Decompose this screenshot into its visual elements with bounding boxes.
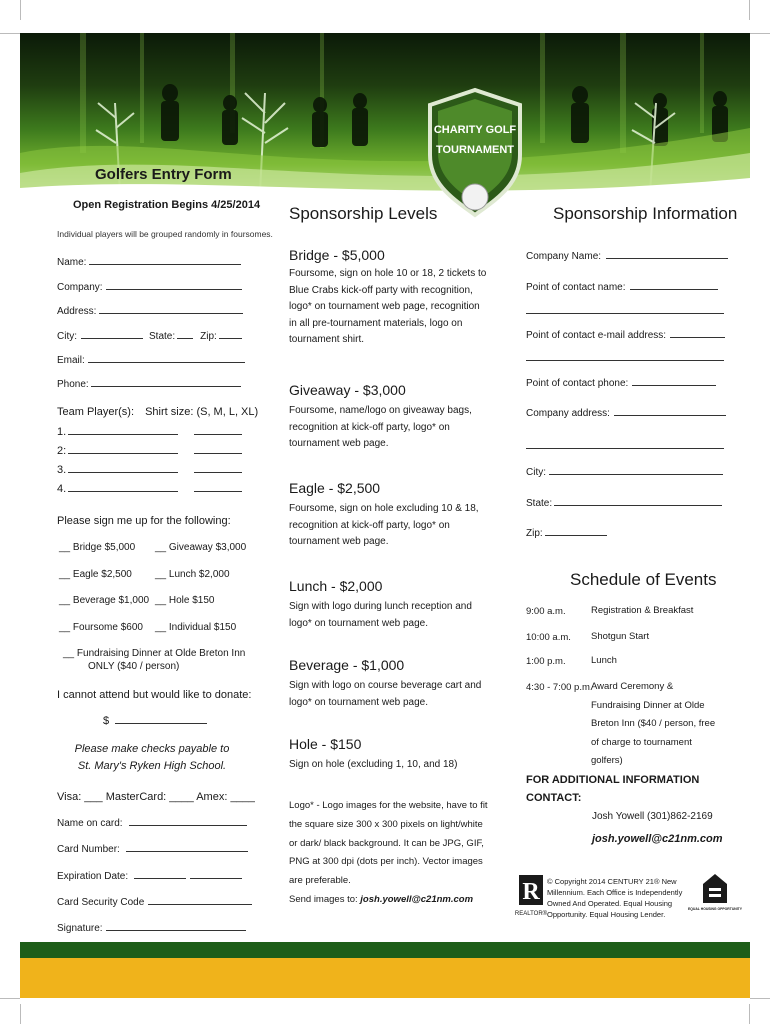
- crop-mark: [750, 998, 770, 999]
- level-bridge-title: [289, 247, 385, 263]
- event-time: 1:00 p.m.: [526, 656, 566, 667]
- shirt-size-label: Shirt size: (S, M, L, XL): [145, 406, 259, 418]
- card-number-label: Card Number:: [57, 844, 120, 855]
- donate-text: I cannot attend but would like to donate:: [57, 689, 252, 701]
- level-price: - $5,000: [329, 247, 385, 263]
- sponsorship-info-title: Sponsorship Information: [553, 204, 738, 223]
- zip-field[interactable]: [526, 527, 607, 539]
- additional-info: [526, 771, 699, 807]
- checks-line-1: Please make checks payable to: [74, 743, 230, 755]
- badge-line1: CHARITY GOLF: [433, 124, 517, 136]
- company-name-label: Company Name:: [526, 251, 602, 262]
- security-code-label: Card Security Code: [57, 897, 145, 908]
- poc-name-line2[interactable]: [526, 313, 724, 314]
- option-dinner[interactable]: __ Fundraising Dinner at Olde Breton Inn: [63, 648, 246, 659]
- copyright-text: © Copyright 2014 CENTURY 21® New Millennium. Each Office is Independently Owned And Operated. Equal Housing Opportunity. Equal Housing Lender.: [547, 877, 683, 919]
- crop-mark: [20, 1004, 21, 1024]
- crop-mark: [0, 998, 20, 999]
- level-bridge-desc: Foursome, sign on hole 10 or 18, 2 tickets to Blue Crabs kick-off party with recognition, logo* on tournament web page, recognition in all pre-tournament materials, logo on tournament shirt.: [289, 268, 487, 345]
- level-name: Giveaway: [289, 382, 351, 398]
- event-desc: Award Ceremony & Fundraising Dinner at Olde Breton Inn ($40 / person, free of charge to tournament golfers): [591, 681, 716, 766]
- team-row-number: 1.: [57, 426, 67, 438]
- level-giveaway-title: [289, 382, 406, 398]
- crop-mark: [750, 33, 770, 34]
- event-desc: Lunch: [591, 655, 617, 666]
- crop-mark: [749, 0, 750, 20]
- team-players-label: Team Player(s):: [57, 406, 135, 418]
- name-field[interactable]: [57, 256, 241, 268]
- team-row-4[interactable]: [57, 483, 242, 495]
- team-row-2[interactable]: [57, 445, 242, 457]
- team-row-number: 4.: [57, 483, 67, 495]
- name-label: Name:: [57, 257, 87, 268]
- level-beverage-desc: Sign with logo on course beverage cart and logo* on tournament web page.: [289, 680, 482, 708]
- team-row-1[interactable]: [57, 426, 242, 438]
- crop-mark: [20, 0, 21, 20]
- level-price: - $2,000: [327, 578, 383, 594]
- company-name-field[interactable]: [526, 250, 728, 262]
- contact-name: Josh Yowell (301)862-2169: [592, 811, 713, 822]
- email-label: Email:: [57, 355, 85, 366]
- event-desc: Registration & Breakfast: [591, 605, 694, 616]
- company-field[interactable]: [57, 281, 242, 293]
- event-time: 4:30 - 7:00 p.m.: [526, 682, 593, 693]
- level-name: Lunch: [289, 578, 328, 594]
- signature-field[interactable]: [57, 922, 246, 934]
- poc-email-label: Point of contact e-mail address:: [526, 330, 667, 341]
- footer-green-bar: [20, 942, 750, 958]
- level-price: - $3,000: [350, 382, 406, 398]
- level-eagle-desc: Foursome, sign on hole excluding 10 & 18, recognition at kick-off party, logo* on tournament web page.: [289, 503, 479, 547]
- donation-amount-field[interactable]: [103, 715, 207, 727]
- level-price: - $2,500: [324, 480, 381, 496]
- grouping-note: Individual players will be grouped randomly in foursomes.: [57, 229, 273, 239]
- email-field[interactable]: [57, 354, 245, 366]
- logo-requirements: [289, 797, 489, 910]
- svg-text:R: R: [522, 879, 540, 905]
- option-dinner-price: ONLY ($40 / person): [88, 661, 180, 672]
- option-giveaway[interactable]: __ Giveaway $3,000: [155, 542, 247, 553]
- state-label: State:: [526, 498, 553, 509]
- signup-title: Please sign me up for the following:: [57, 515, 231, 527]
- level-hole-title: [289, 736, 361, 752]
- additional-info-line1: FOR ADDITIONAL INFORMATION: [526, 774, 700, 786]
- poc-name-label: Point of contact name:: [526, 282, 626, 293]
- signature-label: Signature:: [57, 923, 103, 934]
- state-label: State:: [149, 331, 176, 342]
- level-price: - $150: [317, 736, 362, 752]
- address-label: Address:: [57, 306, 97, 317]
- golfers-entry-title: Golfers Entry Form: [95, 166, 232, 183]
- checks-payable: [57, 741, 247, 775]
- crop-mark: [749, 1004, 750, 1024]
- poc-email-line2[interactable]: [526, 360, 724, 361]
- poc-phone-label: Point of contact phone:: [526, 378, 629, 389]
- contact-email[interactable]: josh.yowell@c21nm.com: [592, 833, 723, 845]
- zip-label: Zip:: [200, 331, 217, 342]
- equal-housing-icon: [687, 873, 743, 917]
- option-hole[interactable]: __ Hole $150: [155, 595, 215, 606]
- city-state-zip-field[interactable]: [57, 330, 242, 342]
- level-lunch-title: [289, 578, 382, 594]
- level-price: - $1,000: [348, 657, 405, 673]
- team-row-number: 2:: [57, 445, 67, 457]
- company-address-line2[interactable]: [526, 448, 724, 449]
- level-lunch-desc: Sign with logo during lunch reception and logo* on tournament web page.: [289, 601, 472, 629]
- team-row-number: 3.: [57, 464, 67, 476]
- sponsorship-levels-title: Sponsorship Levels: [289, 204, 438, 223]
- event-time: 10:00 a.m.: [526, 632, 571, 643]
- level-hole-desc: Sign on hole (excluding 1, 10, and 18): [289, 759, 458, 770]
- additional-info-line2: CONTACT:: [526, 792, 582, 804]
- realtor-logo-icon: [514, 874, 548, 918]
- company-address-field[interactable]: [526, 407, 726, 419]
- send-images-label: Send images to:: [289, 893, 358, 905]
- city-field[interactable]: [526, 466, 723, 478]
- phone-field[interactable]: [57, 378, 241, 390]
- level-giveaway-desc: Foursome, name/logo on giveaway bags, recognition at kick-off party, logo* on tournament web page.: [289, 405, 472, 449]
- option-bridge[interactable]: __ Bridge $5,000: [59, 542, 136, 553]
- level-name: Beverage: [289, 657, 349, 673]
- phone-label: Phone:: [57, 379, 89, 390]
- eho-label: EQUAL HOUSING OPPORTUNITY: [687, 907, 743, 911]
- option-beverage[interactable]: __ Beverage $1,000: [59, 595, 150, 606]
- level-beverage-title: [289, 657, 404, 673]
- option-foursome[interactable]: __ Foursome $600: [59, 622, 143, 633]
- level-name: Bridge: [289, 247, 330, 263]
- city-label: City:: [57, 331, 77, 342]
- company-label: Company:: [57, 282, 103, 293]
- zip-label: Zip:: [526, 528, 543, 539]
- dollar-sign: $: [103, 715, 110, 727]
- address-field[interactable]: [57, 305, 243, 317]
- name-on-card-field[interactable]: [57, 817, 247, 829]
- company-address-label: Company address:: [526, 408, 610, 419]
- level-name: Eagle: [289, 480, 325, 496]
- send-images-email[interactable]: josh.yowell@c21nm.com: [360, 893, 474, 905]
- security-code-field[interactable]: [57, 896, 252, 908]
- state-field[interactable]: [526, 497, 722, 509]
- level-name: Hole: [289, 736, 318, 752]
- expiration-field[interactable]: [57, 870, 242, 882]
- team-players-header: [57, 406, 258, 418]
- badge-line2: TOURNAMENT: [435, 144, 515, 156]
- expiration-label: Expiration Date:: [57, 871, 129, 882]
- open-registration: Open Registration Begins 4/25/2014: [73, 199, 261, 211]
- crop-mark: [0, 33, 20, 34]
- team-row-3[interactable]: [57, 464, 242, 476]
- card-number-field[interactable]: [57, 843, 248, 855]
- event-time: 9:00 a.m.: [526, 606, 566, 617]
- logo-note-text: Logo* - Logo images for the website, have to fit the square size 300 x 300 pixels on light/white or dark/ black background. It can be JPG, GIF, PNG at 300 dpi (dots per inch). Vector images are preferable.: [289, 800, 488, 887]
- option-individual[interactable]: __ Individual $150: [155, 622, 237, 633]
- city-label: City:: [526, 467, 546, 478]
- realtor-label: REALTOR®: [514, 911, 548, 917]
- name-on-card-label: Name on card:: [57, 818, 123, 829]
- card-type-field[interactable]: Visa: ___ MasterCard: ____ Amex: ____: [57, 791, 255, 803]
- poc-phone-field[interactable]: [526, 377, 716, 389]
- footer-gold-bar: [20, 958, 750, 998]
- poc-name-field[interactable]: [526, 281, 718, 293]
- option-eagle[interactable]: __ Eagle $2,500: [59, 569, 132, 580]
- checks-line-2: St. Mary's Ryken High School.: [77, 760, 227, 772]
- poc-email-field[interactable]: [526, 329, 725, 341]
- schedule-title: Schedule of Events: [570, 570, 717, 589]
- level-eagle-title: [289, 480, 380, 496]
- option-lunch[interactable]: __ Lunch $2,000: [155, 569, 230, 580]
- event-desc: Shotgun Start: [591, 631, 650, 642]
